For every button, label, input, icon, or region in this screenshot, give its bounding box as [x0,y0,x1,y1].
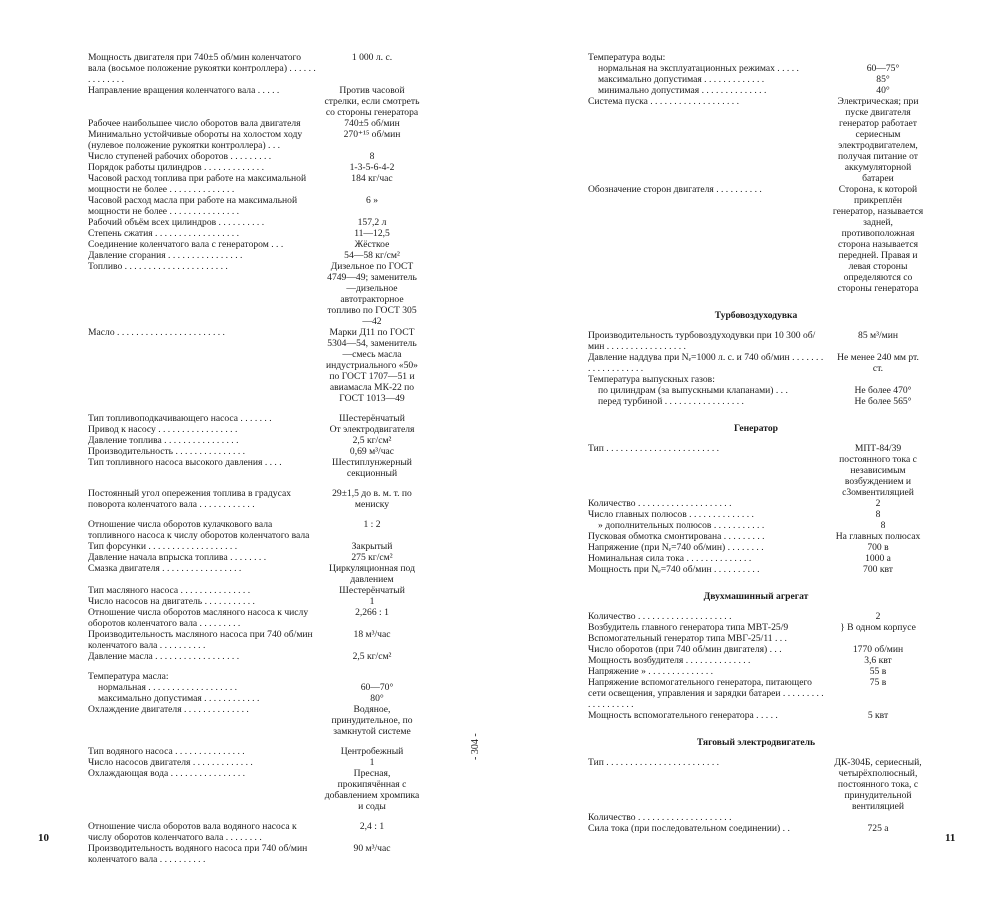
spec-row [88,129,420,151]
spec-row [88,217,420,228]
spec-label: Отношение числа оборотов кулачкового вала топливного насоса к числу оборотов коленчатого вала [88,519,310,541]
spec-value: 3,6 квт [864,655,892,666]
spec-value: Центробежный [340,746,404,757]
spec-label: Номинальная сила тока . . . . . . . . . . . . . . [588,553,752,564]
spec-label: Давление начала впрыска топлива . . . . . . . . [88,552,267,563]
spec-label: Охлаждающая вода . . . . . . . . . . . . . . . . [88,768,246,779]
spec-label: Температура воды: [588,52,666,63]
spec-row [588,622,924,633]
spec-label: Производительность водяного насоса при 740 об/мин коленчатого вала . . . . . . . . . . [88,843,308,865]
spec-value: } В одном корпусе [840,622,916,633]
spec-label: Производительность масляного насоса при 740 об/мин коленчатого вала . . . . . . . . . . [88,629,313,651]
spec-row [588,542,924,553]
spec-row [588,330,924,352]
spec-row [588,710,924,721]
spec-row [88,563,420,585]
spec-value: 5 квт [867,710,889,721]
spec-label: Обозначение сторон двигателя . . . . . . . . . . [588,184,762,195]
spec-value: 1 [369,596,375,607]
spec-label: минимально допустимая . . . . . . . . . . . . . . [598,85,767,96]
spec-row [88,327,420,404]
spec-label: Топливо . . . . . . . . . . . . . . . . . . . . . . [88,261,228,272]
left-page [88,52,420,865]
spec-label: Число оборотов (при 740 об/мин двигателя) . . . [588,644,782,655]
spec-label: по цилиндрам (за выпускными клапанами) . . . [598,385,788,396]
spec-label: Смазка двигателя . . . . . . . . . . . . . . . . . [88,563,242,574]
spec-label: Направление вращения коленчатого вала . . . . . [88,85,280,96]
spec-label: Тип . . . . . . . . . . . . . . . . . . . . . . . . [588,757,720,768]
spec-row [88,821,420,843]
spec-value: 184 кг/час [351,173,393,184]
spec-label: Тип топливного насоса высокого давления . . . . [88,457,282,468]
spec-value: Против часовой стрелки, если смотреть со стороны генератора [324,85,420,118]
spec-value: 90 м³/час [353,843,391,854]
spec-label: максимально допустимая . . . . . . . . . . . . [98,693,260,704]
spec-label: Масло . . . . . . . . . . . . . . . . . . . . . . . [88,327,225,338]
spec-value: 725 а [867,823,889,834]
spec-row [588,63,924,74]
spec-row [88,118,420,129]
spec-value: 0,69 м³/час [349,446,395,457]
spec-row [88,607,420,629]
spec-label: нормальная на эксплуатационных режимах . . . . . [598,63,799,74]
spec-label: Тип форсунки . . . . . . . . . . . . . . . . . . . [88,541,238,552]
spec-row [88,704,420,737]
spec-label: Соединение коленчатого вала с генератором . . . [88,239,284,250]
spec-row [88,239,420,250]
spec-row [588,184,924,294]
spec-row [88,585,420,596]
spec-label: Температура масла: [88,671,169,682]
spec-value: 2,266 : 1 [355,607,389,618]
spec-label: Количество . . . . . . . . . . . . . . . . . . . . [588,498,732,509]
spec-row [88,671,420,682]
spec-value: Пресная, прокипячённая с добавлением хромпика и соды [324,768,420,812]
spec-value: От электродвигателя [329,424,415,435]
spec-value: Не менее 240 мм рт. ст. [837,352,919,374]
spec-label: Отношение числа оборотов масляного насоса к числу оборотов коленчатого вала . . . . . . . . . [88,607,309,629]
spec-row [588,85,924,96]
spec-label: Часовой расход топлива при работе на максимальной мощности не более . . . . . . . . . . . . . . [88,173,307,195]
spec-value: ДК-304Б, сериесный, четырёхполюсный, постоянного тока, с принудительной вентиляцией [834,757,922,812]
spec-row [588,666,924,677]
spec-row [88,261,420,327]
spec-row [88,435,420,446]
spec-label: Давление топлива . . . . . . . . . . . . . . . . [88,435,239,446]
spec-value: 1 : 2 [363,519,381,530]
spec-label: Часовой расход масла при работе на максимальной мощности не более . . . . . . . . . . . . . . . [88,195,298,217]
spec-value: 270⁺¹⁵ об/мин [343,129,401,140]
spec-value: 700 квт [863,564,893,575]
spec-value: 11—12,5 [354,228,390,239]
spec-row [88,768,420,812]
spec-label: Число ступеней рабочих оборотов . . . . . . . . . [88,151,272,162]
spec-row [88,151,420,162]
spec-value: 18 м³/час [353,629,391,640]
spec-label: Напряжение (при Nₑ=740 об/мин) . . . . . . . . [588,542,764,553]
spec-label: Давление сгорания . . . . . . . . . . . . . . . . [88,250,243,261]
spec-row [588,374,924,385]
spec-row [588,633,924,644]
spec-value: Водяное, принудительное, по замкнутой системе [331,704,413,737]
spec-row [88,552,420,563]
spec-row [88,424,420,435]
spec-label: » дополнительных полюсов . . . . . . . . . . . [598,520,765,531]
spec-label: Производительность турбовоздуходувки при 10 300 об/мин . . . . . . . . . . . . . . . . . [588,330,816,352]
spec-value: 75 в [869,677,887,688]
spec-value: 740±5 об/мин [344,118,400,129]
spec-label: Мощность двигателя при 740±5 об/мин коленчатого вала (восьмое положение рукоятки контроллера) . . . . . . . . . . . . . . [88,52,316,85]
spec-label: Степень сжатия . . . . . . . . . . . . . . . . . . [88,228,240,239]
spec-row [88,519,420,541]
spec-value: 1-3-5-6-4-2 [349,162,395,173]
spec-value: 8 [369,151,375,162]
spec-label: Давление наддува при Nₑ=1000 л. с. и 740 об/мин . . . . . . . . . . . . . . . . . . . [588,352,824,374]
spec-row [88,693,420,704]
spec-value: 2 [875,498,881,509]
spec-value: 55 в [869,666,887,677]
spec-row [588,385,924,396]
spec-label: Производительность . . . . . . . . . . . . . . . [88,446,246,457]
spec-label: Напряжение » . . . . . . . . . . . . . . [588,666,714,677]
spec-label: Давление масла . . . . . . . . . . . . . . . . . . [88,651,240,662]
spec-row [88,162,420,173]
spec-row [88,52,420,85]
spec-row [588,443,924,498]
section-heading: Генератор [733,423,779,434]
spec-value: Электрическая; при пуске двигателя генератор работает сериесным электродвигателем, получая питание от аккумуляторной батареи [837,96,919,184]
spec-row [588,52,924,63]
spec-row [588,520,924,531]
spec-value: МПТ-84/39 постоянного тока с независимым возбуждением и c3омвентиляцией [839,443,917,498]
spec-row [88,757,420,768]
spec-row [588,531,924,542]
spec-value: Шестерёнчатый [339,585,405,596]
spec-label: Возбудитель главного генератора типа МВТ-25/9 [588,622,789,633]
spec-value: Марки Д11 по ГОСТ 5304—54, заменитель—смесь масла индустриального «50» по ГОСТ 1707—51 и авиамасла МК-22 по ГОСТ 1013—49 [326,327,418,404]
spec-row [88,596,420,607]
spec-row [588,655,924,666]
spec-row [88,413,420,424]
spec-value: 60—75° [866,63,900,74]
spec-row [588,396,924,407]
spec-value: Закрытый [351,541,393,552]
spec-label: Рабочий объём всех цилиндров . . . . . . . . . . [88,217,265,228]
spec-label: Число насосов двигателя . . . . . . . . . . . . . [88,757,253,768]
spec-label: Привод к насосу . . . . . . . . . . . . . . . . . [88,424,238,435]
spec-value: Жёсткое [354,239,390,250]
spec-value: 85 м³/мин [858,330,898,341]
spec-row [588,757,924,812]
spec-value: Не более 470° [854,385,912,396]
spec-row [88,85,420,118]
spec-label: Тип водяного насоса . . . . . . . . . . . . . . . [88,746,245,757]
spec-label: Постоянный угол опережения топлива в градусах поворота коленчатого вала . . . . . . . . . . . . [88,488,292,510]
spec-value: 1 [369,757,375,768]
spec-row [588,677,924,710]
spec-value: 2,5 кг/см² [352,651,392,662]
spec-label: Система пуска . . . . . . . . . . . . . . . . . . . [588,96,740,107]
spec-value: Шестиплунжерный секционный [332,457,412,479]
spec-row [88,228,420,239]
spec-value: Не более 565° [854,396,912,407]
spec-label: Отношение числа оборотов вала водяного насоса к числу оборотов коленчатого вала . . . . . . . . [88,821,297,843]
spec-value: 2 [875,611,881,622]
spec-label: Напряжение вспомогательного генератора, питающего сети освещения, управления и зарядки батареи . . . . . . . . . . . . . . . . . . . [588,677,824,710]
spec-value: 157,2 л [357,217,387,228]
right-page-number: 11 [945,832,956,844]
spec-label: Минимально устойчивые обороты на холостом ходу (нулевое положение рукоятки контроллера) . . . [88,129,303,151]
spec-label: Пусковая обмотка смонтирована . . . . . . . . . [588,531,765,542]
spec-row [588,812,924,823]
spec-label: перед турбиной . . . . . . . . . . . . . . . . . [598,396,744,407]
spec-row [88,651,420,662]
spec-value: 29±1,5 до в. м. т. по мениску [332,488,412,510]
spec-value: 2,5 кг/см² [352,435,392,446]
section-heading: Тяговый электродвигатель [696,737,816,748]
spec-label: Тип топливоподкачивающего насоса . . . . . . . [88,413,272,424]
spec-row [88,488,420,510]
spec-row [88,629,420,651]
spec-label: нормальная . . . . . . . . . . . . . . . . . . . [98,682,238,693]
spec-label: Число насосов на двигатель . . . . . . . . . . . [88,596,255,607]
spec-value: 85° [876,74,890,85]
spec-value: Циркуляционная под давлением [329,563,415,585]
spec-value: 1 000 л. с. [351,52,393,63]
gutter-mark: - 304 - [470,733,481,760]
spec-value: 80° [370,693,384,704]
spec-label: максимально допустимая . . . . . . . . . . . . . [598,74,765,85]
spec-value: 8 [875,509,881,520]
spec-row [88,173,420,195]
spec-label: Мощность возбудителя . . . . . . . . . . . . . . [588,655,751,666]
spec-label: Порядок работы цилиндров . . . . . . . . . . . . . [88,162,265,173]
spec-label: Вспомогательный генератор типа МВГ-25/11 . . . [588,633,787,644]
spec-row [588,553,924,564]
spec-value: 54—58 кг/см² [344,250,400,261]
spec-value: 8 [880,520,886,531]
spec-label: Тип . . . . . . . . . . . . . . . . . . . . . . . . [588,443,720,454]
spec-value: Шестерёнчатый [339,413,405,424]
spec-value: 60—70° [360,682,394,693]
right-page [588,52,924,834]
spec-value: 700 в [867,542,889,553]
spec-label: Тип масляного насоса . . . . . . . . . . . . . . . [88,585,251,596]
section-heading: Турбовоздуходувка [714,310,798,321]
spec-row [88,682,420,693]
spec-value: 2,4 : 1 [359,821,385,832]
spec-row [88,250,420,261]
spec-label: Число главных полюсов . . . . . . . . . . . . . . [588,509,754,520]
spec-value: 1770 об/мин [852,644,904,655]
spec-label: Охлаждение двигателя . . . . . . . . . . . . . . [88,704,249,715]
spec-row [88,195,420,217]
spec-row [588,611,924,622]
spec-value: 275 кг/см² [351,552,393,563]
spec-row [588,74,924,85]
spec-value: 1000 а [865,553,891,564]
spec-value: 6 » [366,195,378,206]
spec-label: Рабочее наибольшее число оборотов вала двигателя [88,118,301,129]
spec-row [588,509,924,520]
spec-label: Температура выпускных газов: [588,374,715,385]
spec-label: Мощность вспомогательного генератора . . . . . [588,710,778,721]
spec-row [88,843,420,865]
spec-value: На главных полюсах [835,531,921,542]
spec-row [88,541,420,552]
spec-label: Сила тока (при последовательном соединении) . . [588,823,790,834]
spec-value: 40° [876,85,890,96]
spec-label: Количество . . . . . . . . . . . . . . . . . . . . [588,812,732,823]
spec-row [588,823,924,834]
spec-value: Сторона, к которой прикреплён генератор, называется задней, противоположная сторона называется передней. Правая и левая стороны определяются со стороны генератора [832,184,924,294]
spec-row [588,96,924,184]
spec-row [88,746,420,757]
spec-row [88,457,420,479]
spec-row [588,644,924,655]
section-heading: Двухмашинный агрегат [703,591,809,602]
spec-value: Дизельное по ГОСТ 4749—49; заменитель—дизельное автотракторное топливо по ГОСТ 305—42 [327,261,417,327]
spec-row [588,564,924,575]
left-page-number: 10 [38,832,49,844]
spec-row [588,498,924,509]
spec-label: Мощность при Nₑ=740 об/мин . . . . . . . . . . [588,564,760,575]
spec-row [88,446,420,457]
spec-row [588,352,924,374]
spec-label: Количество . . . . . . . . . . . . . . . . . . . . [588,611,732,622]
